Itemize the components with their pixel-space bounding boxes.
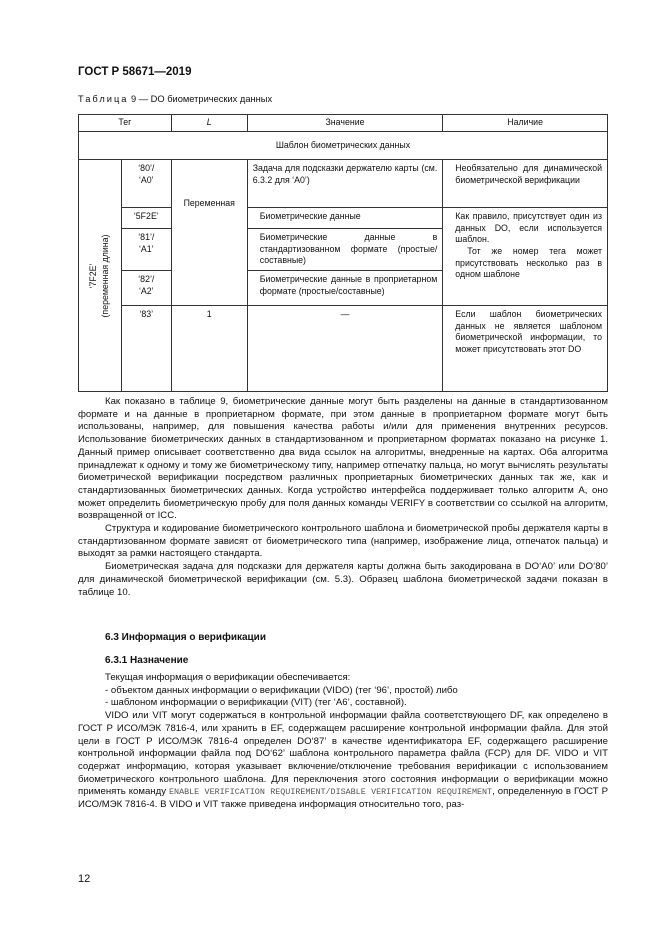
tag-cell: ‘82’/ ‘A2’	[121, 271, 171, 306]
table-row	[79, 208, 608, 229]
value-cell: Биометрические данные	[247, 208, 443, 229]
presence-cell: Как правило, присутствует один из данных DO, если используется шаблон. Тот же номер тега может присутствовать несколько раз в одном шаблоне	[443, 208, 608, 306]
table-caption-prefix: Таблица	[78, 94, 129, 104]
tag-cell: ‘83’	[121, 306, 171, 392]
table-caption	[78, 94, 272, 104]
section-heading-6-3-1: 6.3.1 Назначение	[105, 655, 189, 666]
section-body	[78, 672, 608, 812]
tag-cell: ‘81’/ ‘A1’	[121, 229, 171, 271]
value-cell: Биометрические данные в стандартизованном формате (простые/составные)	[247, 229, 443, 271]
value-cell: Биометрические данные в проприетарном формате (простые/составные)	[247, 271, 443, 306]
biometric-do-table	[78, 114, 608, 392]
table-row	[79, 160, 608, 208]
paragraph: Биометрическая задача для подсказки для держателя карты должна быть закодирована в DO‘A0’ или DO‘80’ для динамической биометрической верификации (см. 5.3). Образец шаблона биометрической задачи показан в таблице 10.	[78, 561, 608, 598]
tag-cell: ‘5F2E’	[121, 208, 171, 229]
outer-tag-cell	[79, 160, 122, 392]
group-title: Шаблон биометрических данных	[79, 131, 608, 160]
paragraph: Структура и кодирование биометрического контрольного шаблона и биометрической пробы держателя карты в стандартизованном формате зависят от биометрического типа (например, изображение лица, отпечаток пальца) и выходят за рамки настоящего стандарта.	[78, 523, 608, 560]
outer-tag-label: ‘7F2E’ (переменная длина)	[88, 234, 110, 318]
section-heading-6-3: 6.3 Информация о верификации	[105, 632, 266, 643]
table-row	[79, 306, 608, 392]
col-header-value: Значение	[247, 115, 443, 132]
bullet-item: - объектом данных информации о верификации (VIDO) (тег ‘96’, простой) либо	[105, 684, 458, 696]
page-number: 12	[78, 873, 91, 885]
body-paragraphs	[78, 396, 608, 599]
col-header-presence: Наличие	[443, 115, 608, 132]
document-header: ГОСТ Р 58671—2019	[78, 66, 192, 78]
table-group-row	[79, 131, 608, 160]
bullet-item: - шаблоном информации о верификации (VIT) (тег ‘A6’, составной).	[105, 697, 407, 709]
value-cell: Задача для подсказки держателю карты (см. 6.3.2 для ‘A0’)	[247, 160, 443, 208]
tag-cell: ‘80’/ ‘A0’	[121, 160, 171, 208]
length-variable-cell: Переменная	[171, 160, 247, 306]
presence-cell: Необязательно для динамической биометрической верификации	[443, 160, 608, 208]
col-header-length: L	[171, 115, 247, 132]
length-cell: 1	[171, 306, 247, 392]
col-header-tag: Тег	[79, 115, 172, 132]
presence-cell: Если шаблон биометрических данных не является шаблоном биометрической информации, то может присутствовать этот DO	[443, 306, 608, 392]
paragraph: Текущая информация о верификации обеспечивается:	[105, 672, 351, 683]
paragraph: Как показано в таблице 9, биометрические данные могут быть разделены на данные в стандартизованном формате и на данные в проприетарном формате, при этом данные в проприетарном формате могут быть использованы, например, для повышения качества работы и/или для применения внутренних ресурсов. Использование биометрических данных в стандартизованном и проприетарном форматах показано на рисунке 1. Данный пример описывает соответственно два вида ссылок на алгоритмы, внедренные на картах. Оба алгоритма принадлежат к одному и тому же биометрическому типу, например отпечатку пальца, но могут вычислять результаты биометрической верификации посредством различных проприетарных биометрических данных так же, как и стандартизованных биометрических данных. Когда устройство интерфейса поддерживает только алгоритм A, оно может определить биометрическую пробу для поля данных команды VERIFY в соответствии со ссылкой на алгоритм, возвращенной от ICC.	[78, 396, 608, 522]
table-caption-text: 9 — DO биометрических данных	[128, 94, 273, 104]
command-name: ENABLE VERIFICATION REQUIREMENT/DISABLE VERIFICATION REQUIREMENT	[169, 787, 493, 798]
table-header-row	[79, 115, 608, 132]
value-cell: —	[247, 306, 443, 392]
paragraph: VIDO или VIT могут содержаться в контрольной информации файла соответствующего DF, как определено в ГОСТ Р ИСО/МЭК 7816-4, или хранить в EF, содержащем расширение контрольной информации файла. Для этой цели в ГОСТ Р ИСО/МЭК 7816-4 определен DO‘87’ в качестве идентификатора EF, содержащего расширение контрольной информации файла под DO‘62’ шаблона контрольного параметра файла (FCP) для DF. VIDO и VIT содержат информацию, которая указывает включение/отключение требования верификации с использованием биометрического контрольного шаблона. Для переключения этого состояния информации о верификации можно применять команду ENABLE VERIFICATION REQUIREMENT/DISABLE VERIFICATION REQUIREMENT, определенную в ГОСТ Р ИСО/МЭК 7816-4. В VIDO и VIT также приведена информация относительно того, раз-	[78, 710, 608, 811]
